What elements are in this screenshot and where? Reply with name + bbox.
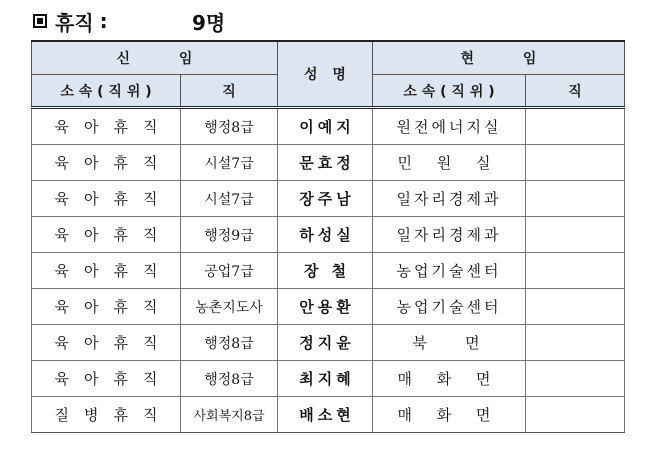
prev-position-cell: 육아휴직 xyxy=(32,108,181,145)
prev-position-cell: 육아휴직 xyxy=(32,361,181,397)
prev-rank-cell: 행정8급 xyxy=(181,325,278,361)
table-row xyxy=(32,217,625,253)
header-before-rank: 직 xyxy=(181,75,278,108)
table-row xyxy=(32,325,625,361)
name-cell: 정지윤 xyxy=(278,325,373,361)
current-position-cell: 일자리경제과 xyxy=(373,181,526,217)
prev-position-cell: 육아휴직 xyxy=(32,145,181,181)
current-rank-cell xyxy=(526,289,625,325)
current-position-cell: 농업기술센터 xyxy=(373,289,526,325)
name-cell: 하성실 xyxy=(278,217,373,253)
name-cell: 장 철 xyxy=(278,253,373,289)
header-before-position: 소 속 ( 직 위 ) xyxy=(32,75,181,108)
name-cell: 최지혜 xyxy=(278,361,373,397)
header-after-group: 현 임 xyxy=(373,41,625,75)
section-heading xyxy=(33,6,226,36)
name-cell: 안용환 xyxy=(278,289,373,325)
table-row xyxy=(32,361,625,397)
prev-rank-cell: 공업7급 xyxy=(181,253,278,289)
table-row xyxy=(32,145,625,181)
name-cell: 문효정 xyxy=(278,145,373,181)
current-position-cell: 일자리경제과 xyxy=(373,217,526,253)
square-bullet-icon xyxy=(33,14,47,28)
prev-position-cell: 육아휴직 xyxy=(32,289,181,325)
prev-rank-cell: 행정8급 xyxy=(181,361,278,397)
current-position-cell: 북 면 xyxy=(373,325,526,361)
prev-rank-cell: 시설7급 xyxy=(181,145,278,181)
header-after-position: 소 속 ( 직 위 ) xyxy=(373,75,526,108)
prev-position-cell: 육아휴직 xyxy=(32,325,181,361)
table-row xyxy=(32,289,625,325)
table-row xyxy=(32,181,625,217)
prev-position-cell: 질병휴직 xyxy=(32,397,181,433)
current-position-cell: 농업기술센터 xyxy=(373,253,526,289)
header-after-rank: 직 xyxy=(526,75,625,108)
section-count: 9명 xyxy=(192,10,226,35)
prev-rank-cell: 행정9급 xyxy=(181,217,278,253)
table-row xyxy=(32,397,625,433)
prev-rank-cell: 시설7급 xyxy=(181,181,278,217)
prev-rank-cell: 농촌지도사 xyxy=(181,289,278,325)
current-rank-cell xyxy=(526,145,625,181)
section-colon: : xyxy=(99,9,108,33)
name-cell: 이예지 xyxy=(278,108,373,145)
name-cell: 장주남 xyxy=(278,181,373,217)
current-position-cell: 원전에너지실 xyxy=(373,108,526,145)
current-rank-cell xyxy=(526,108,625,145)
current-position-cell: 매 화 면 xyxy=(373,397,526,433)
section-title: 휴직 xyxy=(55,10,94,35)
header-name: 성 명 xyxy=(278,41,373,108)
current-position-cell: 민 원 실 xyxy=(373,145,526,181)
name-cell: 배소현 xyxy=(278,397,373,433)
prev-rank-cell: 행정8급 xyxy=(181,108,278,145)
current-rank-cell xyxy=(526,253,625,289)
current-rank-cell xyxy=(526,397,625,433)
current-rank-cell xyxy=(526,181,625,217)
current-rank-cell xyxy=(526,325,625,361)
header-before-group: 신 임 xyxy=(32,41,278,75)
prev-rank-cell: 사회복지8급 xyxy=(181,397,278,433)
leave-roster-table xyxy=(31,40,625,433)
prev-position-cell: 육아휴직 xyxy=(32,253,181,289)
table-row xyxy=(32,253,625,289)
prev-position-cell: 육아휴직 xyxy=(32,217,181,253)
current-rank-cell xyxy=(526,361,625,397)
current-rank-cell xyxy=(526,217,625,253)
current-position-cell: 매 화 면 xyxy=(373,361,526,397)
prev-position-cell: 육아휴직 xyxy=(32,181,181,217)
table-row xyxy=(32,108,625,145)
